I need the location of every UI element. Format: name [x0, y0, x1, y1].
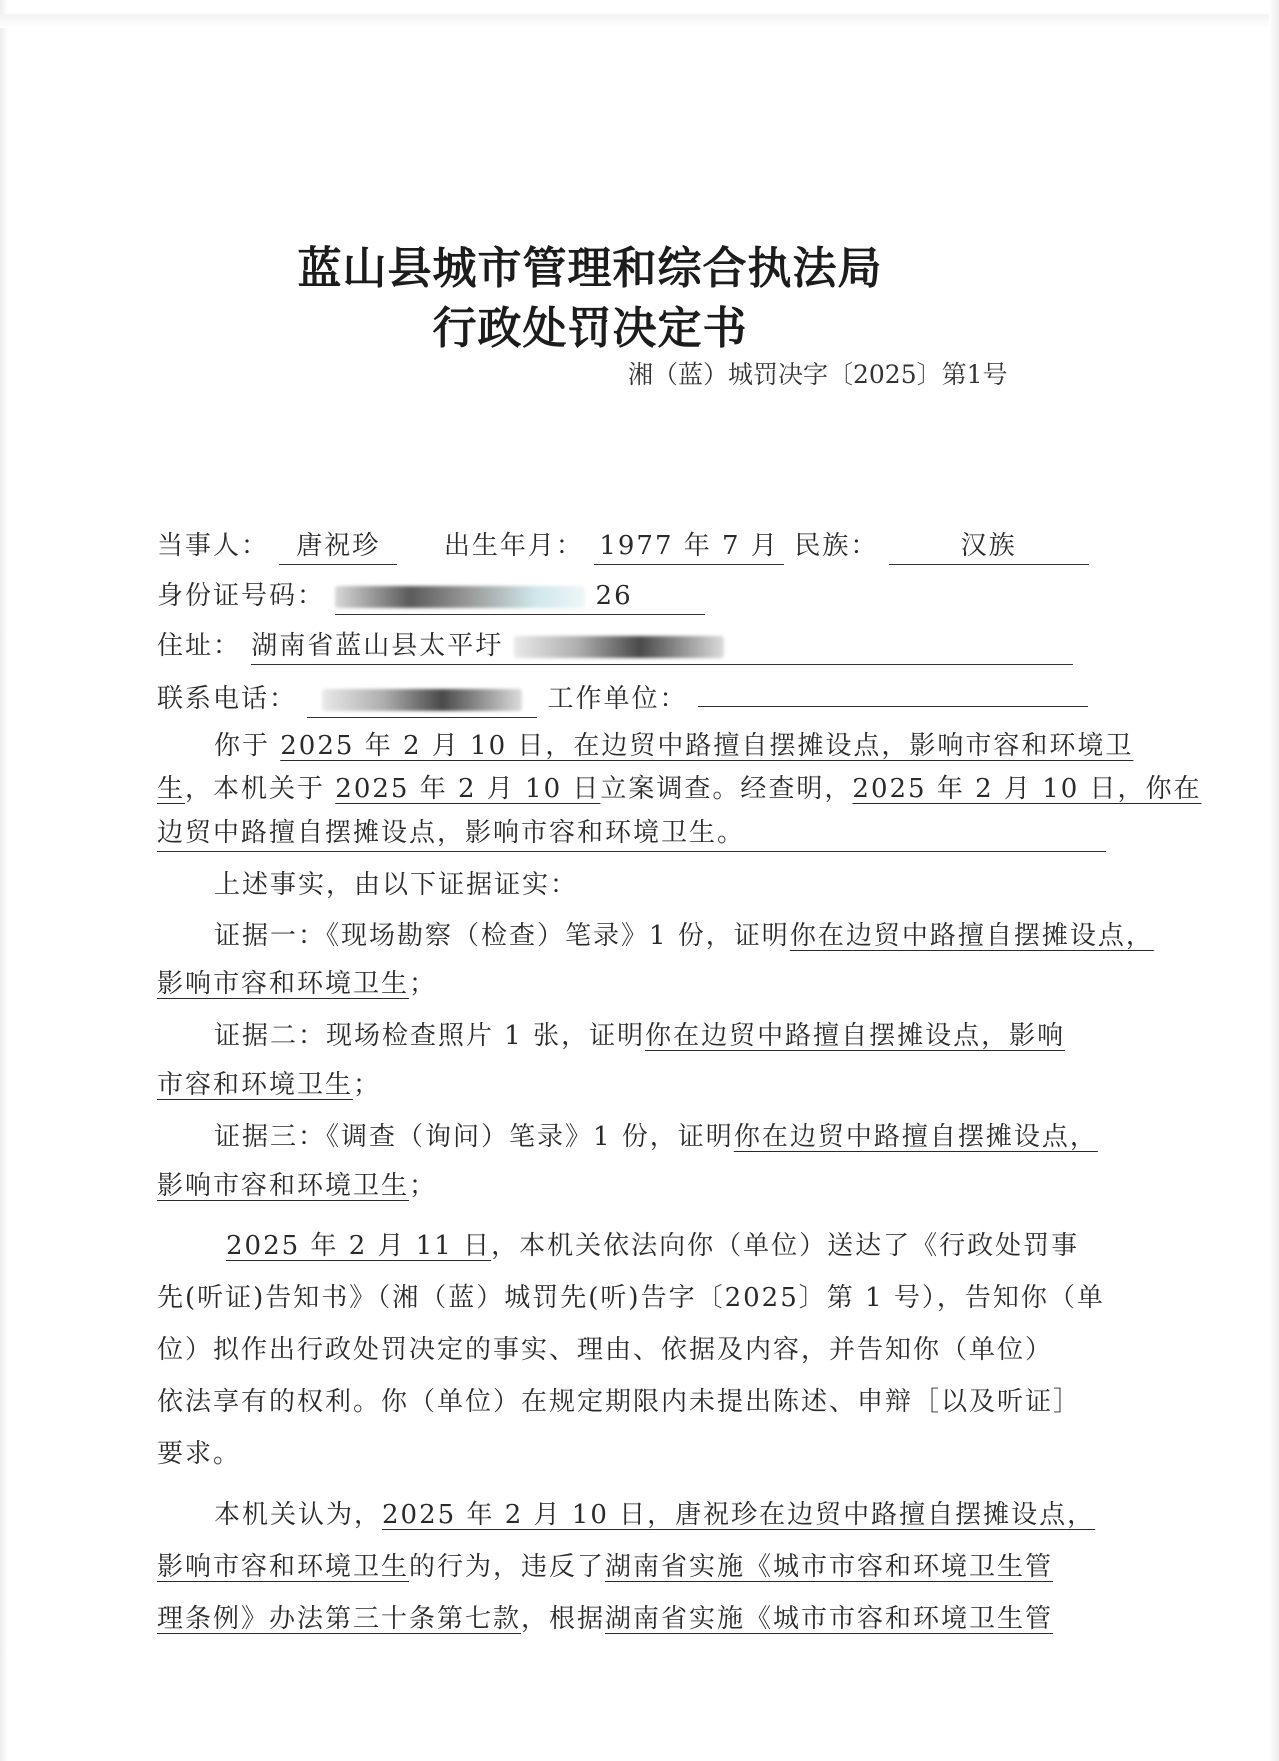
birth-label: 出生年月： [443, 531, 584, 561]
body-line: 要求。 [157, 1439, 242, 1469]
text-segment: ，本机关于 [185, 774, 336, 804]
text-segment: 证据一：《现场勘察（检查）笔录》1 份，证明 [214, 921, 790, 951]
body-line: 先(听证)告知书》（湘（蓝）城罚先(听)告字〔2025〕第 1 号），告知你（单 [157, 1283, 1105, 1313]
text-segment: 立案调查。经查明， [600, 774, 853, 804]
body-line [157, 815, 1106, 852]
evidence-3-line [157, 1168, 437, 1204]
evidence-2-line [157, 1067, 381, 1103]
body-line: 依法享有的权利。你（单位）在规定期限内未提出陈述、申辩［以及听证］ [157, 1387, 1082, 1417]
text-segment: ，根据 [521, 1604, 606, 1634]
evidence-1-line [157, 966, 437, 1002]
birth-date: 1977 年 7 月 [594, 528, 784, 565]
evidence-2-line [214, 1018, 1065, 1054]
address [251, 628, 1073, 665]
underlined-text: 影响市容和环境卫生 [157, 1171, 410, 1201]
address-visible: 湖南省蓝山县太平圩 [251, 631, 504, 661]
name-label: 当事人： [157, 531, 270, 561]
body-line: 位）拟作出行政处罚决定的事实、理由、依据及内容，并告知你（单位） [157, 1335, 1054, 1365]
underlined-text: 影响市容和环境卫生 [157, 1552, 410, 1582]
text-segment: ，本机关依法向你（单位）送达了《行政处罚事 [491, 1231, 1080, 1261]
underlined-text: 理条例》办法第三十条第七款 [157, 1604, 522, 1634]
work-label: 工作单位： [547, 684, 688, 714]
party-line-1 [157, 528, 1089, 565]
body-line [214, 728, 1133, 764]
address-redaction [514, 636, 724, 658]
evidence-1-line [214, 918, 1154, 954]
text-segment: 的行为，违反了 [409, 1552, 606, 1582]
scan-edge-right [1269, 0, 1279, 1761]
party-line-2 [157, 578, 705, 615]
body-line [157, 1549, 1053, 1585]
party-name: 唐祝珍 [279, 528, 397, 565]
text-segment: 证据二：现场检查照片 1 张，证明 [214, 1021, 646, 1051]
evidence-3-line [214, 1119, 1098, 1155]
underlined-text: 2025 年 2 月 10 日，在边贸中路擅自摆摊设点，影响市容和环境卫 [280, 731, 1134, 761]
underlined-text: 2025 年 2 月 10 日，唐祝珍在边贸中路擅自摆摊设点， [382, 1500, 1096, 1530]
underlined-text: 你在边贸中路擅自摆摊设点， [733, 1122, 1098, 1152]
underlined-text: 你在边贸中路擅自摆摊设点， [789, 921, 1154, 951]
work-unit [698, 678, 1088, 707]
underlined-text: 市容和环境卫生 [157, 1070, 354, 1100]
text-segment: ； [409, 969, 438, 999]
issuing-authority: 蓝山县城市管理和综合执法局 [297, 243, 883, 294]
id-number [335, 578, 705, 615]
phone-label: 联系电话： [157, 684, 298, 714]
body-line [214, 1497, 1095, 1533]
text-segment: 你于 [214, 731, 281, 761]
party-line-4 [157, 678, 1088, 718]
body-line [157, 1601, 1053, 1637]
id-visible-digits: 26 [595, 581, 633, 611]
document-title: 行政处罚决定书 [432, 303, 748, 354]
phone-number [307, 681, 537, 718]
text-segment: ； [409, 1171, 438, 1201]
scan-edge-top [0, 14, 1279, 28]
ethnic-label: 民族： [794, 531, 879, 561]
underlined-text: 2025 年 2 月 11 日 [226, 1231, 492, 1261]
underlined-text: 2025 年 2 月 10 日，你在 [852, 774, 1202, 804]
underlined-text: 湖南省实施《城市市容和环境卫生管 [605, 1552, 1054, 1582]
document-number: 湘（蓝）城罚决字〔2025〕第1号 [628, 360, 1008, 389]
underlined-text: 影响市容和环境卫生 [157, 969, 410, 999]
address-label: 住址： [157, 631, 242, 661]
body-line: 上述事实，由以下证据证实： [214, 870, 579, 900]
id-redaction [335, 586, 585, 608]
phone-redaction [322, 689, 522, 711]
text-segment: 证据三：《调查（询问）笔录》1 份，证明 [214, 1122, 734, 1152]
text-segment: ； [353, 1070, 382, 1100]
body-line [157, 771, 1202, 807]
underlined-text: 2025 年 2 月 10 日 [335, 774, 601, 804]
text-segment: 本机关认为， [214, 1500, 383, 1530]
party-line-3 [157, 628, 1073, 665]
underlined-text: 湖南省实施《城市市容和环境卫生管 [605, 1604, 1054, 1634]
underlined-text: 你在边贸中路擅自摆摊设点，影响 [645, 1021, 1066, 1051]
body-line [226, 1228, 1079, 1264]
underlined-text: 生 [157, 774, 186, 804]
underlined-text: 边贸中路擅自摆摊设点，影响市容和环境卫生。 [157, 815, 1106, 852]
id-label: 身份证号码： [157, 581, 326, 611]
ethnicity: 汉族 [889, 528, 1089, 565]
